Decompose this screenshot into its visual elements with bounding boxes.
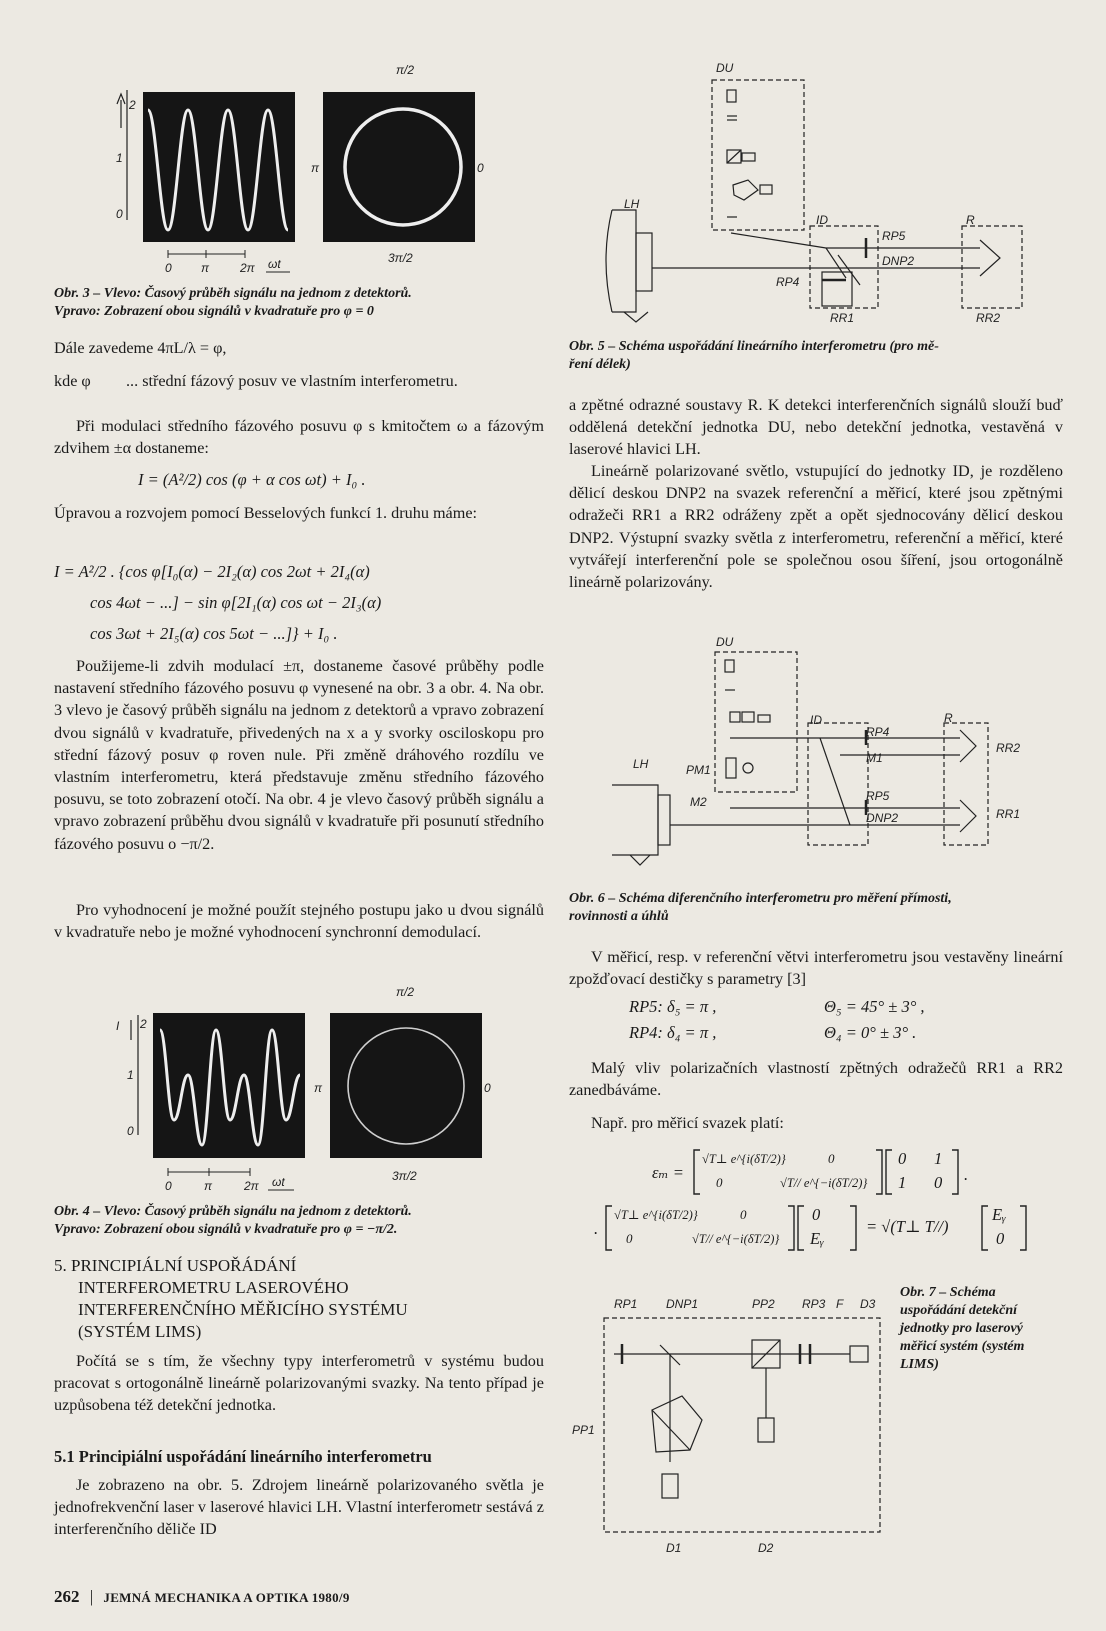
fig6-label-rp4: RP4 <box>866 725 890 739</box>
fig6-label-m2: M2 <box>690 795 707 809</box>
eq-m1b-12: 0 <box>740 1207 747 1222</box>
fig4-ytick-1: 1 <box>127 1068 134 1082</box>
fig4-ytick-2: 2 <box>140 1017 147 1031</box>
fig6-label-r: R <box>944 711 953 725</box>
left-p2-term: kde φ <box>54 372 91 390</box>
left-eq2-line2: cos 4ωt − ...] − sin φ[2I₁(α) cos ωt − 2I₃(α) <box>90 593 382 612</box>
fig3-xtick-0: 0 <box>165 261 172 275</box>
left-p3: Při modulaci středního fázového posuvu φ s kmitočtem ω a fázovým zdvihem ±α dostaneme: <box>54 417 544 458</box>
fig7-label-rp1: RP1 <box>614 1297 638 1311</box>
fig4-ytick-0: 0 <box>127 1124 134 1138</box>
fig7-unit-box <box>604 1318 880 1532</box>
fig7-label-pp1: PP1 <box>572 1423 595 1437</box>
fig6-label-rp5: RP5 <box>866 789 890 803</box>
eq-m1b-11: √T⊥ e^{i(δT/2)} <box>614 1208 698 1222</box>
eq-vec-1: 0 <box>812 1205 821 1224</box>
fig3-caption-1: Obr. 3 – Vlevo: Časový průběh signálu na jednom z detektorů. <box>54 286 412 301</box>
fig7-label-rp3: RP3 <box>802 1297 826 1311</box>
fig4-label-left: π <box>314 1081 323 1095</box>
sec5-title-line2: INTERFEROMETRU LASEROVÉHO <box>78 1278 349 1297</box>
fig6-label-du: DU <box>716 635 734 649</box>
journal-name: JEMNÁ MECHANIKA A OPTIKA 1980/9 <box>103 1590 350 1605</box>
eq-m2-21: 1 <box>898 1173 907 1192</box>
eq-m1b-21: 0 <box>626 1231 633 1246</box>
matrix-equation: εₘ = √T⊥ e^{i(δT/2)} 0 0 √T// e^{−i(δT/2)} 0 1 1 0 . . √T⊥ e^{i(δT/2)} 0 0 √T// e^{−i(δT/2)} 0 Eᵧ = √(T⊥ T//) Eᵧ 0 <box>560 1144 1080 1254</box>
fig4-label-top: π/2 <box>396 985 415 999</box>
fig3-label-left: π <box>311 161 320 175</box>
fig7-caption-2: uspořádání detekční <box>900 1303 1018 1318</box>
fig7-caption <box>900 1284 1060 1374</box>
fig7-label-d2: D2 <box>758 1541 774 1555</box>
page-number: 262 <box>54 1587 80 1606</box>
fig6-label-rr1: RR1 <box>996 807 1021 821</box>
left-p4: Úpravou a rozvojem pomocí Besselových funkcí 1. druhu máme: <box>54 504 478 522</box>
sec5-title-line3: INTERFERENČNÍHO MĚŘICÍHO SYSTÉMU <box>78 1300 408 1319</box>
fig7-label-pp2: PP2 <box>752 1297 775 1311</box>
page-footer: 262 | JEMNÁ MECHANIKA A OPTIKA 1980/9 <box>54 1587 350 1606</box>
fig6-label-id: ID <box>810 713 822 727</box>
right-rp5-delta: RP5: δ₅ = π , <box>629 997 717 1016</box>
right-rp4-delta: RP4: δ₄ = π , <box>629 1023 717 1042</box>
fig5-caption-2: ření délek) <box>569 357 631 372</box>
fig4-caption-2: Vpravo: Zobrazení obou signálů v kvadratuře pro φ = −π/2. <box>54 1222 398 1237</box>
fig3-label-top: π/2 <box>396 63 415 77</box>
fig4-caption-1: Obr. 4 – Vlevo: Časový průběh signálu na jednom z detektorů. <box>54 1204 412 1219</box>
right-p2: Lineárně polarizované světlo, vstupující do jednotky ID, je rozděleno dělicí deskou DNP2 na svazek referenční a měřicí, které jsou zpětnými odražeči RR1 a RR2 odráženy zpět a opět sjednocovány dělicí deskou DNP2. Výstupní svazky světla z interferometru, referenční a měřicí, které vytvářejí interferenční pole se společnou osou šíření, jsou ortogonálně lineárně polarizovány. <box>569 462 1063 592</box>
fig4-xtick-pi: π <box>204 1179 213 1193</box>
section-5-1-heading: 5.1 Principiální uspořádání lineárního interferometru <box>54 1447 432 1466</box>
fig3-xtick-pi: π <box>201 261 210 275</box>
eq-vec-2: Eᵧ <box>810 1229 824 1248</box>
fig3-label-right: 0 <box>477 161 484 175</box>
right-p4: Malý vliv polarizačních vlastností zpětných odražečů RR1 a RR2 zanedbáváme. <box>569 1059 1063 1100</box>
fig7-caption-4: měřicí systém (systém <box>900 1339 1025 1354</box>
fig6-label-dnp2: DNP2 <box>866 811 899 825</box>
right-p1: a zpětné odrazné soustavy R. K detekci interferenčních signálů slouží buď oddělená detekční jednotka DU, nebo detekční jednotka, vestavěná v laserové hlavici LH. <box>569 396 1063 459</box>
sec5-title-line4: (SYSTÉM LIMS) <box>78 1322 202 1341</box>
left-eq1: I = (A²/2) cos (φ + α cos ωt) + I₀ . <box>138 470 366 489</box>
eq-m2-22: 0 <box>934 1173 943 1192</box>
fig4-label-bottom: 3π/2 <box>392 1169 417 1183</box>
fig7-label-f: F <box>836 1297 844 1311</box>
fig3-ytick-2: 2 <box>129 98 136 112</box>
fig3-caption-2: Vpravo: Zobrazení obou signálů v kvadratuře pro φ = 0 <box>54 304 374 319</box>
fig5-label-id: ID <box>816 213 828 227</box>
fig5-label-rp5: RP5 <box>882 229 906 243</box>
fig5-label-r: R <box>966 213 975 227</box>
fig3-label-bottom: 3π/2 <box>388 251 413 265</box>
fig5-label-rr1: RR1 <box>830 311 855 325</box>
eq-res-1: Eᵧ <box>992 1205 1006 1224</box>
sec5-title-line1: 5. PRINCIPIÁLNÍ USPOŘÁDÁNÍ <box>54 1256 297 1275</box>
eq-m1-12: 0 <box>828 1151 835 1166</box>
fig5-caption-1: Obr. 5 – Schéma uspořádání lineárního interferometru (pro mě- <box>569 339 939 354</box>
fig5-label-dnp2: DNP2 <box>882 254 915 268</box>
eq-rhs: = √(T⊥ T//) <box>866 1217 949 1236</box>
fig4-label-right: 0 <box>484 1081 491 1095</box>
eq-m1-22: √T// e^{−i(δT/2)} <box>780 1176 868 1190</box>
left-eq2-line3: cos 3ωt + 2I₅(α) cos 5ωt − ...]} + I₀ . <box>90 624 338 643</box>
fig6-label-m1: M1 <box>866 751 883 765</box>
eq-lhs: εₘ = <box>652 1163 684 1182</box>
fig7-label-d1: D1 <box>666 1541 682 1555</box>
fig5-label-rr2: RR2 <box>976 311 1001 325</box>
right-p5: Např. pro měřicí svazek platí: <box>591 1114 784 1132</box>
left-p8: Je zobrazeno na obr. 5. Zdrojem lineárně polarizovaného světla je jednofrekvenční laser v laserové hlavici LH. Vlastní interferometr sestává z interferenčního děliče ID <box>54 1476 544 1539</box>
fig6-label-rr2: RR2 <box>996 741 1021 755</box>
fig3-ytick-1: 1 <box>116 151 123 165</box>
fig5-label-rp4: RP4 <box>776 275 800 289</box>
fig6-label-pm1: PM1 <box>686 763 711 777</box>
fig6-caption-2: rovinnosti a úhlů <box>569 909 669 924</box>
fig4-xtick-2pi: 2π <box>244 1179 259 1193</box>
left-p2-definition: ... střední fázový posuv ve vlastním interferometru. <box>126 372 458 390</box>
eq-m1-11: √T⊥ e^{i(δT/2)} <box>702 1152 786 1166</box>
fig3-xtick-2pi: 2π <box>240 261 255 275</box>
fig6-label-lh: LH <box>633 757 649 771</box>
fig3-ytick-0: 0 <box>116 207 123 221</box>
fig4-xtick-0: 0 <box>165 1179 172 1193</box>
right-p3: V měřicí, resp. v referenční větvi interferometru jsou vestavěny lineární zpožďovací destičky s parametry [3] <box>569 948 1063 989</box>
right-rp5-theta: Θ₅ = 45° ± 3° , <box>824 997 925 1016</box>
fig3-xlabel: ωt <box>268 257 281 271</box>
fig5-label-lh: LH <box>624 197 640 211</box>
fig4-xlabel: ωt <box>272 1175 285 1189</box>
eq-m2-11: 0 <box>898 1149 907 1168</box>
fig4-y-axis-label: I <box>116 1019 120 1033</box>
right-rp4-theta: Θ₄ = 0° ± 3° . <box>824 1023 917 1042</box>
eq-res-2: 0 <box>996 1229 1005 1248</box>
left-p6: Pro vyhodnocení je možné použít stejného postupu jako u dvou signálů v kvadratuře nebo je možné vyhodnocení synchronní demodulací. <box>54 901 544 942</box>
left-p5: Použijeme-li zdvih modulací ±π, dostaneme časové průběhy podle nastavení středního fázového posuvu φ vynesené na obr. 3 a obr. 4. Na obr. 3 vlevo je časový průběh signálu na jednom z detektorů a vpravo zobrazení dvou signálů v kvadratuře, přivedených na x a y svorky osciloskopu pro střední fázový posuv φ roven nule. Při změně dráhového rozdílu ve vlastním interferometru, která představuje změnu středního fázového posuvu, se toto zobrazení otočí. Na obr. 4 je vlevo časový průběh signálu a vpravo zobrazení průběhu dvou signálů v kvadratuře při posunutí středního fázového posuvu o −π/2. <box>54 657 544 853</box>
fig6-caption-1: Obr. 6 – Schéma diferenčního interferometru pro měření přímosti, <box>569 891 952 906</box>
left-eq2-line1: I = A²/2 . {cos φ[I₀(α) − 2I₂(α) cos 2ωt + 2I₄(α) <box>54 562 370 581</box>
left-p7: Počítá se s tím, že všechny typy interferometrů v systému budou pracovat s ortogonálně lineárně polarizovanými svazky. Na tento případ je uzpůsobena též detekční jednotka. <box>54 1352 544 1415</box>
fig7-label-dnp1: DNP1 <box>666 1297 699 1311</box>
eq-m1b-22: √T// e^{−i(δT/2)} <box>692 1232 780 1246</box>
eq-m2-12: 1 <box>934 1149 943 1168</box>
fig5-label-du: DU <box>716 61 734 75</box>
fig7-label-d3: D3 <box>860 1297 876 1311</box>
fig7-caption-5: LIMS) <box>900 1357 939 1372</box>
fig7-caption-3: jednotky pro laserový <box>900 1321 1023 1336</box>
eq-m1-21: 0 <box>716 1175 723 1190</box>
left-p1: Dále zavedeme 4πL/λ = φ, <box>54 339 227 357</box>
fig7-caption-1: Obr. 7 – Schéma <box>900 1285 996 1300</box>
